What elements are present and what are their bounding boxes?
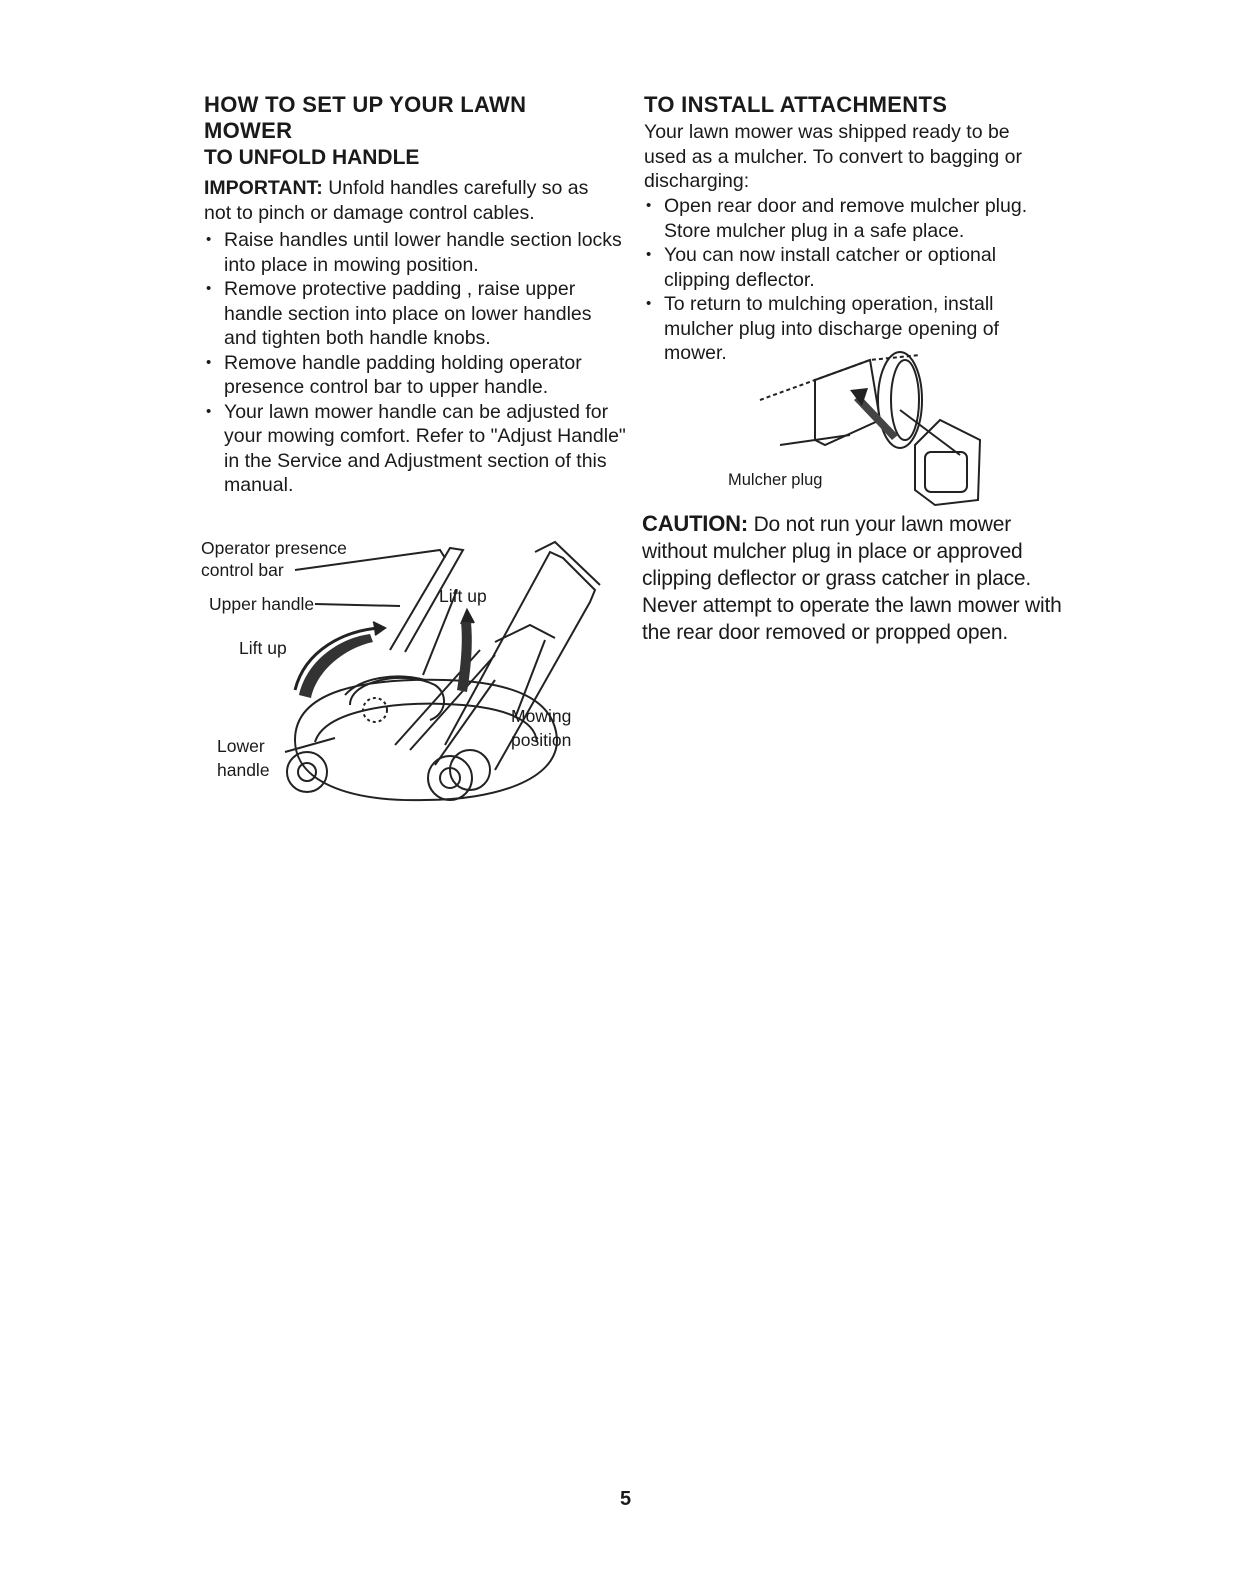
caution-label: CAUTION: [642,511,748,536]
lift-up-right-label: Lift up [439,586,487,606]
control-bar-label: control bar [201,560,284,580]
list-item: • Remove handle padding holding operator presence control bar to upper handle. [204,351,628,400]
operator-presence-label: Operator presence [201,538,347,558]
list-item: • You can now install catcher or optional clipping deflector. [644,243,1054,292]
caution-text: Do not run your lawn mower without mulcher plug in place or approved clipping deflector or grass catcher in place. Never attempt to operate the lawn mower with the rear door removed or propped open. [642,513,1062,644]
list-item: • Raise handles until lower handle section locks into place in mowing position. [204,228,628,277]
important-note [204,176,620,225]
section-title-attachments: TO INSTALL ATTACHMENTS [644,92,948,117]
mowing-label: Mowing [511,706,572,726]
list-item: • To return to mulching operation, install mulcher plug into discharge opening of mower. [644,292,1054,366]
list-item: • Remove protective padding , raise upper handle section into place on lower handles and tighten both handle knobs. [204,277,628,351]
page-number: 5 [620,1488,632,1510]
list-item: • Your lawn mower handle can be adjusted for your mowing comfort. Refer to "Adjust Handle" in the Service and Adjustment section of this manual. [204,400,628,498]
lift-up-left-label: Lift up [239,638,287,658]
position-label: position [511,730,572,750]
lower-label: Lower [217,736,265,756]
handle-unfold-figure [195,530,615,830]
caution-note [642,510,1062,646]
section-title-setup: HOW TO SET UP YOUR LAWN MOWER [204,92,527,143]
unfold-steps-list [204,228,628,498]
handle-label: handle [217,760,270,780]
mulcher-plug-figure [720,340,990,515]
important-label: IMPORTANT: [204,177,323,199]
mulcher-plug-label: Mulcher plug [728,471,823,489]
list-item: • Open rear door and remove mulcher plug. Store mulcher plug in a safe place. [644,194,1054,243]
attachments-intro: Your lawn mower was shipped ready to be used as a mulcher. To convert to bagging or discharging: [644,121,1022,192]
upper-handle-label: Upper handle [209,594,315,614]
important-text: Unfold handles carefully so as not to pinch or damage control cables. [204,177,589,224]
subsection-title-unfold-handle: TO UNFOLD HANDLE [204,146,420,169]
